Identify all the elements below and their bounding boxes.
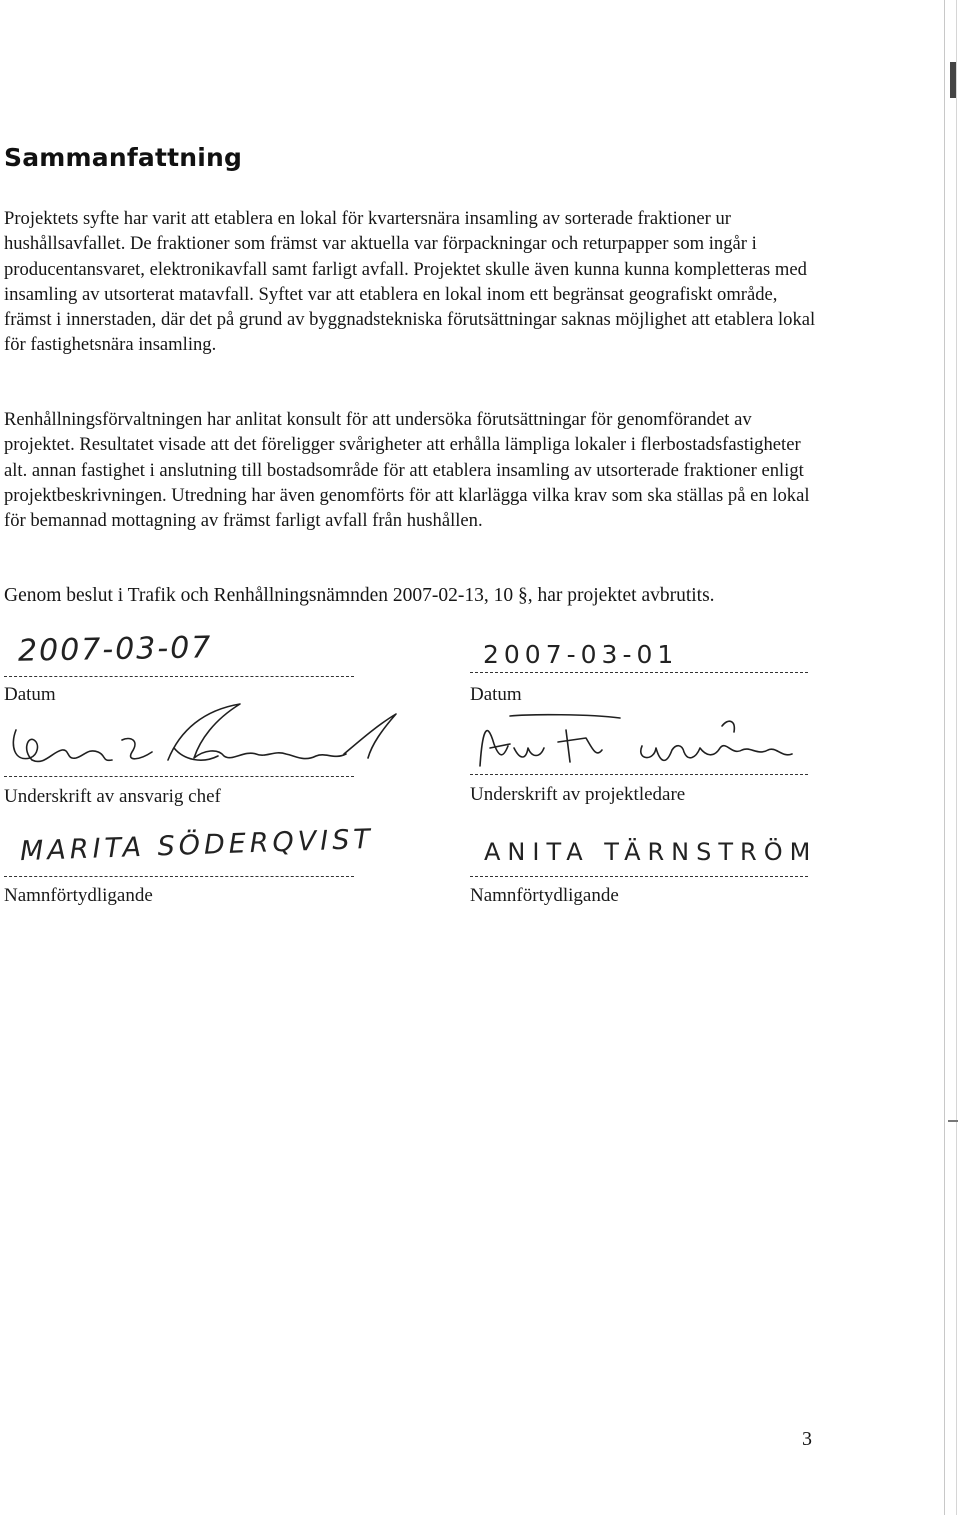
left-handwritten-date: 2007-03-07	[17, 630, 213, 669]
left-handwritten-name: MARITA SÖDERQVIST	[19, 823, 375, 868]
left-name-line	[4, 876, 354, 877]
right-name-label: Namnförtydligande	[470, 885, 619, 906]
left-signature-label: Underskrift av ansvarig chef	[4, 786, 221, 807]
left-signature-line	[4, 776, 354, 777]
right-signature-label: Underskrift av projektledare	[470, 784, 686, 805]
left-date-label: Datum	[4, 684, 56, 705]
summary-paragraph-2: Renhållningsförvaltningen har anlitat konsult för att undersöka förutsättningar för genomförandet av projektet. Resultatet visade att det föreligger svårigheter att erhålla lämpliga lokaler i flerbostadsfastigheter alt. annan fastighet i anslutning till bostadsområde för att etablera insamling av utsorterade fraktioner enligt projektbeskrivningen. Utredning har även genomförts för att klarlägga vilka krav som ska ställas på en lokal för bemannad mottagning av främst farligt avfall från hushållen.	[4, 409, 810, 532]
scan-edge-line-2	[956, 0, 957, 1515]
decision-paragraph: Genom beslut i Trafik och Renhållningsnämnden 2007-02-13, 10 §, har projektet avbrutits.	[4, 585, 715, 606]
right-handwritten-date: 2007-03-01	[483, 640, 679, 669]
page-number: 3	[802, 1428, 812, 1450]
scan-mark-2	[948, 1120, 958, 1122]
right-handwritten-name: ANITA TÄRNSTRÖM	[484, 838, 818, 866]
left-name-label: Namnförtydligande	[4, 885, 153, 906]
project-leader-signature-image	[470, 696, 820, 776]
summary-paragraph-1: Projektets syfte har varit att etablera en lokal för kvartersnära insamling av sorterade fraktioner ur hushållsavfallet. De fraktioner som främst var aktuella var förpackningar och returpapper som ingår i producentansvaret, elektronikavfall samt farligt avfall. Projektet skulle även kunna kunna kompletteras med insamling av utsorterat matavfall. Syftet var att etablera en lokal inom ett begränsat geografiskt område, främst i innerstaden, där det på grund av byggnadstekniska förutsättningar saknas möjlighet att etablera lokal för fastighetsnära insamling.	[4, 208, 816, 356]
chief-signature-image	[4, 700, 404, 780]
page-title: Sammanfattning	[4, 143, 243, 172]
scan-edge-line	[944, 0, 945, 1515]
left-date-line	[4, 676, 354, 677]
right-name-line	[470, 876, 808, 877]
right-date-line	[470, 672, 808, 673]
right-signature-line	[470, 774, 808, 775]
right-date-label: Datum	[470, 684, 522, 705]
scan-mark	[950, 62, 956, 98]
